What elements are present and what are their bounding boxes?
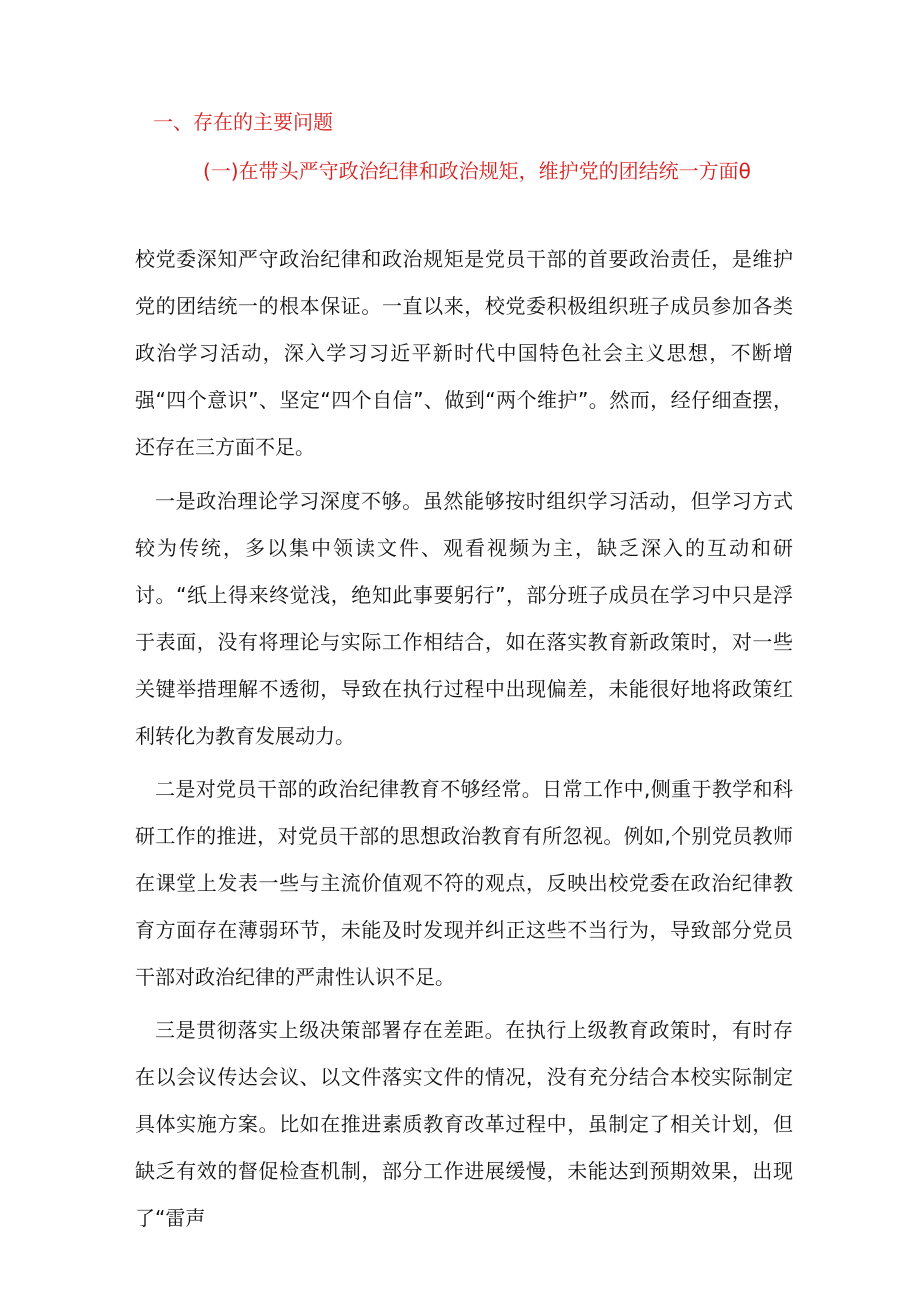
paragraph-point-3: 三是贯彻落实上级决策部署存在差距。在执行上级教育政策时，有时存在以会议传达会议、以文件落实文件的情况，没有充分结合本校实际制定具体实施方案。比如在推进素质教育改革过程中，虽制定了相关计划，但缺乏有效的督促检查机制，部分工作进展缓慢，未能达到预期效果，出现了“雷声 — [135, 1018, 793, 1230]
paragraph-point-2: 二是对党员干部的政治纪律教育不够经常。日常工作中,侧重于教学和科研工作的推进，对党员干部的思想政治教育有所忽视。例如,个别党员教师在课堂上发表一些与主流价值观不符的观点，反映出校党委在政治纪律教育方面存在薄弱环节，未能及时发现并纠正这些不当行为，导致部分党员干部对政治纪律的严肃性认识不足。 — [135, 777, 793, 989]
section-heading: 一、存在的主要问题 — [153, 110, 333, 134]
paragraph-point-1: 一是政治理论学习深度不够。虽然能够按时组织学习活动，但学习方式较为传统，多以集中领读文件、观看视频为主，缺乏深入的互动和研讨。“纸上得来终觉浅，绝知此事要躬行”，部分班子成员在学习中只是浮于表面，没有将理论与实际工作相结合，如在落实教育新政策时，对一些关键举措理解不透彻，导致在执行过程中出现偏差，未能很好地将政策红利转化为教育发展动力。 — [135, 489, 793, 748]
paragraph-intro: 校党委深知严守政治纪律和政治规矩是党员干部的首要政治责任，是维护党的团结统一的根本保证。一直以来，校党委积极组织班子成员参加各类政治学习活动，深入学习习近平新时代中国特色社会主义思想，不断增强“四个意识”、坚定“四个自信”、做到“两个维护”。然而，经仔细查摆，还存在三方面不足。 — [135, 247, 793, 459]
subsection-heading: (一)在带头严守政治纪律和政治规矩，维护党的团结统一方面θ — [203, 159, 751, 183]
